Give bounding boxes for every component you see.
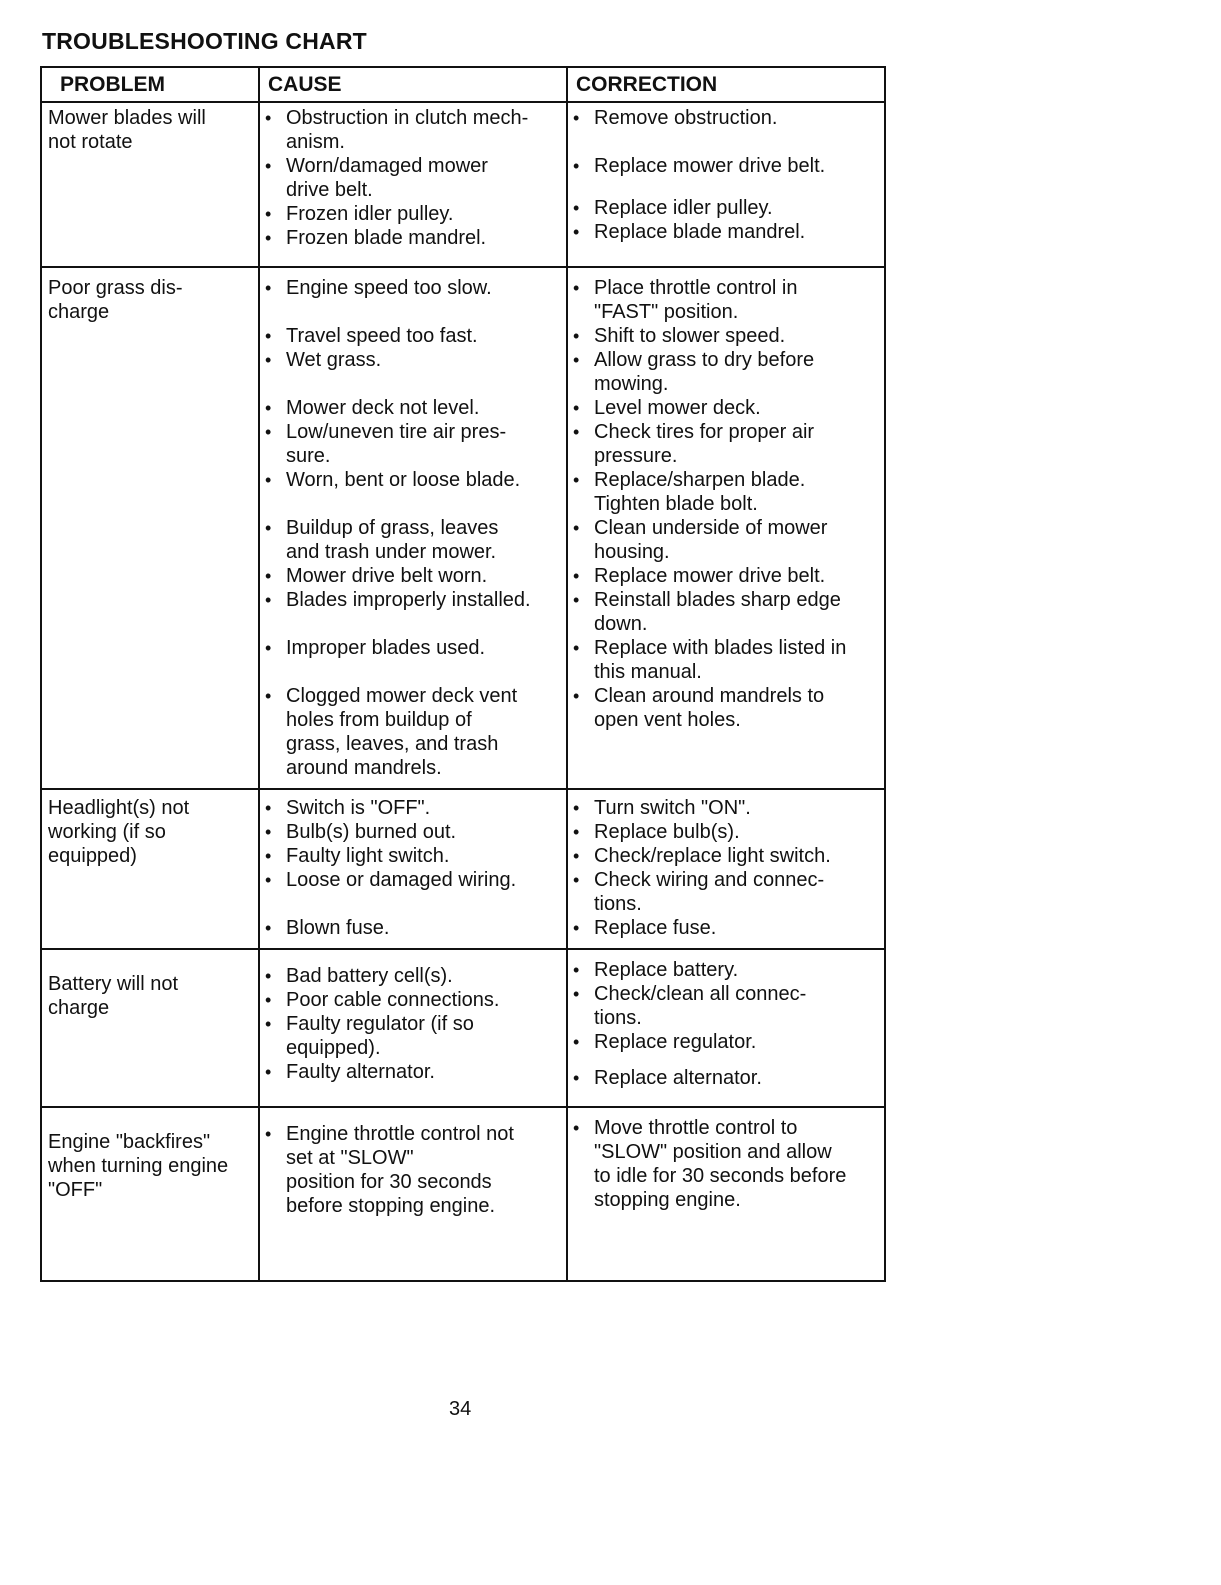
- correction-item: • Replace alternator.: [569, 1066, 884, 1090]
- correction-item: • Move throttle control to "SLOW" position and allow to idle for 30 seconds before stopping engine.: [569, 1116, 884, 1212]
- header-divider: [42, 101, 884, 103]
- correction-item: • Replace mower drive belt.: [569, 564, 884, 588]
- correction-item: • Level mower deck.: [569, 396, 884, 420]
- cause-item: • Faulty alternator.: [261, 1060, 561, 1084]
- correction-item: • Check/clean all connec- tions.: [569, 982, 884, 1030]
- correction-item: • Replace regulator.: [569, 1030, 884, 1054]
- correction-list: [569, 106, 884, 244]
- cause-item: • Poor cable connections.: [261, 988, 561, 1012]
- correction-item: • Check/replace light switch.: [569, 844, 884, 868]
- problem-cell: Headlight(s) not working (if so equipped): [48, 797, 190, 867]
- cause-item: • Frozen blade mandrel.: [261, 226, 561, 250]
- correction-list: [569, 1116, 884, 1212]
- problem-cell: Battery will not charge: [48, 973, 179, 1019]
- troubleshooting-table: [40, 66, 886, 1282]
- cause-list: [261, 796, 561, 940]
- correction-item: • Replace/sharpen blade. Tighten blade bolt.: [569, 468, 884, 516]
- header-correction: CORRECTION: [576, 73, 718, 96]
- correction-item: • Replace bulb(s).: [569, 820, 884, 844]
- cause-item: • Worn/damaged mower drive belt.: [261, 154, 561, 202]
- correction-item: • Replace idler pulley.: [569, 196, 884, 220]
- cause-list: [261, 1122, 561, 1218]
- correction-item: • Replace battery.: [569, 958, 884, 982]
- correction-item: • Replace with blades listed in this manual.: [569, 636, 884, 684]
- cause-item: • Blades improperly installed.: [261, 588, 561, 612]
- cause-list: [261, 964, 561, 1084]
- cause-item: • Wet grass.: [261, 348, 561, 372]
- correction-list: [569, 796, 884, 940]
- correction-list: [569, 958, 884, 1090]
- cause-item: • Travel speed too fast.: [261, 324, 561, 348]
- row-divider-2: [42, 788, 884, 790]
- correction-item: • Check wiring and connec- tions.: [569, 868, 884, 916]
- cause-item: • Mower deck not level.: [261, 396, 561, 420]
- cause-item: • Buildup of grass, leaves and trash under mower.: [261, 516, 561, 564]
- page-number: 34: [449, 1398, 472, 1420]
- header-cause: CAUSE: [268, 73, 342, 96]
- column-divider-2: [566, 68, 568, 1280]
- correction-item: • Replace blade mandrel.: [569, 220, 884, 244]
- row-divider-3: [42, 948, 884, 950]
- correction-item: • Allow grass to dry before mowing.: [569, 348, 884, 396]
- cause-item: • Bad battery cell(s).: [261, 964, 561, 988]
- correction-item: • Shift to slower speed.: [569, 324, 884, 348]
- problem-cell: Engine "backfires" when turning engine "OFF": [48, 1131, 229, 1201]
- cause-item: • Bulb(s) burned out.: [261, 820, 561, 844]
- correction-item: • Clean around mandrels to open vent holes.: [569, 684, 884, 732]
- problem-cell: Mower blades will not rotate: [48, 107, 206, 153]
- cause-item: • Faulty light switch.: [261, 844, 561, 868]
- header-problem: PROBLEM: [60, 73, 165, 96]
- cause-item: • Low/uneven tire air pres- sure.: [261, 420, 561, 468]
- correction-item: • Place throttle control in "FAST" position.: [569, 276, 884, 324]
- cause-item: • Engine throttle control not set at "SLOW" position for 30 seconds before stopping engine.: [261, 1122, 561, 1218]
- cause-item: • Obstruction in clutch mech- anism.: [261, 106, 561, 154]
- cause-item: • Clogged mower deck vent holes from buildup of grass, leaves, and trash around mandrels.: [261, 684, 561, 780]
- cause-item: • Switch is "OFF".: [261, 796, 561, 820]
- correction-item: • Reinstall blades sharp edge down.: [569, 588, 884, 636]
- cause-item: • Worn, bent or loose blade.: [261, 468, 561, 492]
- problem-cell: Poor grass dis- charge: [48, 277, 183, 323]
- correction-item: • Replace mower drive belt.: [569, 154, 884, 178]
- cause-item: • Frozen idler pulley.: [261, 202, 561, 226]
- correction-item: • Clean underside of mower housing.: [569, 516, 884, 564]
- correction-item: • Replace fuse.: [569, 916, 884, 940]
- cause-item: • Blown fuse.: [261, 916, 561, 940]
- correction-list: [569, 276, 884, 732]
- cause-list: [261, 276, 561, 780]
- row-divider-1: [42, 266, 884, 268]
- column-divider-1: [258, 68, 260, 1280]
- cause-item: • Improper blades used.: [261, 636, 561, 660]
- correction-item: • Check tires for proper air pressure.: [569, 420, 884, 468]
- row-divider-4: [42, 1106, 884, 1108]
- cause-item: • Mower drive belt worn.: [261, 564, 561, 588]
- cause-list: [261, 106, 561, 250]
- cause-item: • Faulty regulator (if so equipped).: [261, 1012, 561, 1060]
- correction-item: • Turn switch "ON".: [569, 796, 884, 820]
- cause-item: • Loose or damaged wiring.: [261, 868, 561, 892]
- page-title: TROUBLESHOOTING CHART: [42, 28, 367, 54]
- cause-item: • Engine speed too slow.: [261, 276, 561, 300]
- correction-item: • Remove obstruction.: [569, 106, 884, 130]
